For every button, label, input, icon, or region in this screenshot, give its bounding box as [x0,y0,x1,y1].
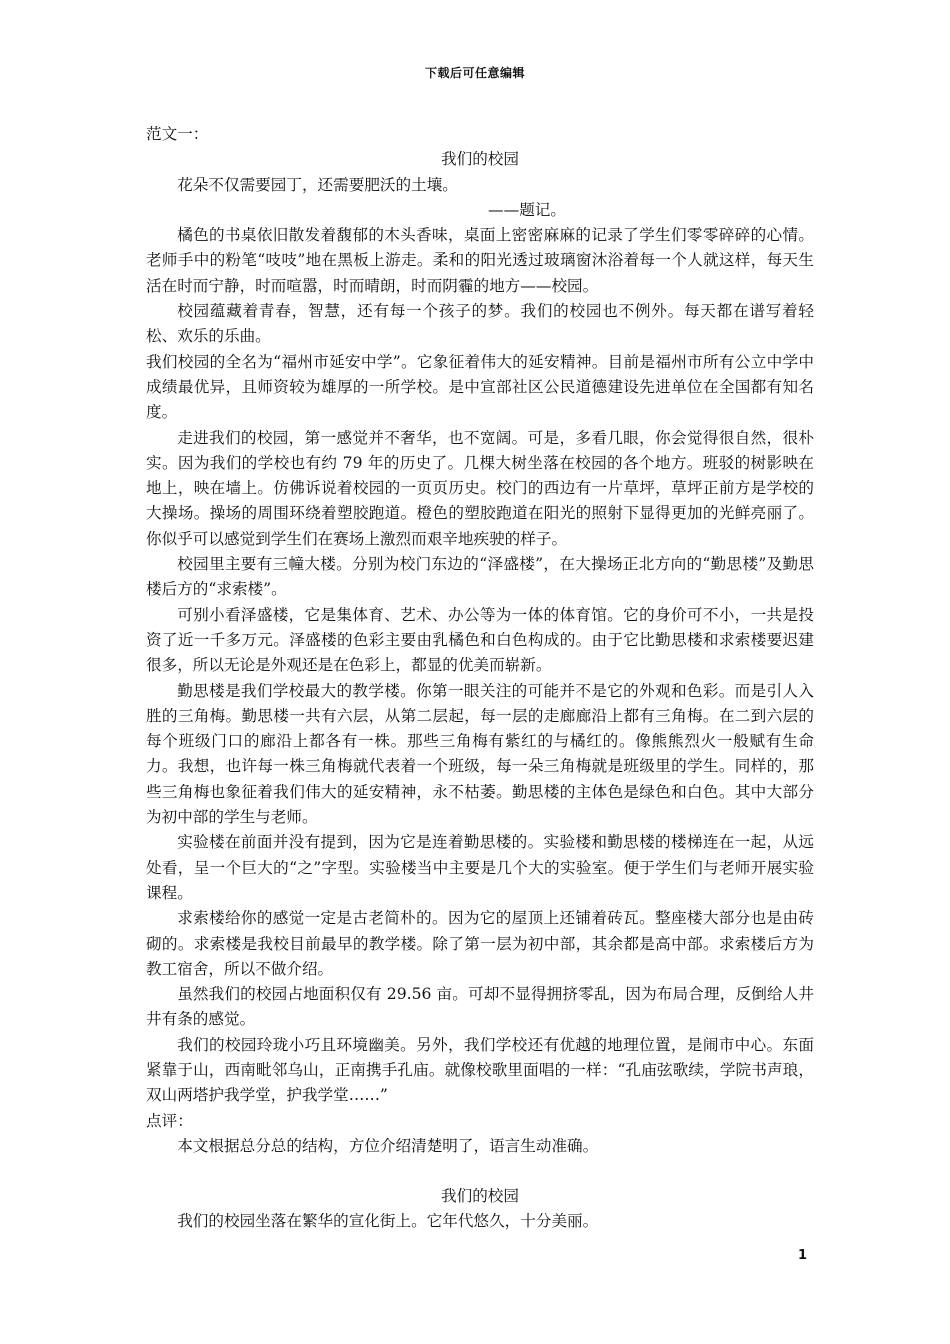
paragraph: 校园蕴藏着青春，智慧，还有每一个孩子的梦。我们的校园也不例外。每天都在谱写着轻松、欢乐的乐曲。 [146,302,814,346]
comment-text: 本文根据总分总的结构，方位介绍清楚明了，语言生动准确。 [177,1136,599,1155]
essay-title: 我们的校园 [441,150,519,169]
epigraph-source: ——题记。 [488,200,566,219]
spacer [146,1159,814,1184]
epigraph: 花朵不仅需要园丁，还需要肥沃的土壤。 [177,175,458,194]
paragraph: 走进我们的校园，第一感觉并不奢华，也不宽阔。可是，多看几眼，你会觉得很自然，很朴实。因为我们的学校也有约 79 年的历史了。几棵大树坐落在校园的各个地方。班驳的树影映在地上，映在墙上。仿佛诉说着校园的一页页历史。校门的西边有一片草坪，草坪正前方是学校的大操场。操场的周围环绕着塑胶跑道。橙色的塑胶跑道在阳光的照射下显得更加的光鲜亮丽了。你似乎可以感觉到学生们在赛场上激烈而艰辛地疾驶的样子。 [146,428,814,548]
page-number: 1 [798,1248,808,1263]
paragraph: 橘色的书桌依旧散发着馥郁的木头香味，桌面上密密麻麻的记录了学生们零零碎碎的心情。老师手中的粉笔“吱吱”地在黑板上游走。柔和的阳光透过玻璃窗沐浴着每一个人就这样，每天生活在时而宁静，时而喧嚣，时而晴朗，时而阴霾的地方——校园。 [146,226,814,295]
essay-title: 我们的校园 [441,1187,519,1206]
paragraph: 我们校园的全名为“福州市延安中学”。它象征着伟大的延安精神。目前是福州市所有公立中学中成绩最优异，且师资较为雄厚的一所学校。是中宣部社区公民道德建设先进单位在全国都有知名度。 [146,352,814,422]
section-label: 范文一： [146,125,209,143]
paragraph: 可别小看泽盛楼，它是集体育、艺术、办公等为一体的体育馆。它的身价可不小，一共是投资了近一千多万元。泽盛楼的色彩主要由乳橘色和白色构成的。由于它比勤思楼和求索楼要迟建很多，所以无论是外观还是在色彩上，都显的优美而崭新。 [146,605,814,675]
comment-label: 点评： [146,1111,193,1130]
page-header: 下载后可任意编辑 [424,66,525,80]
paragraph: 我们的校园玲珑小巧且环境幽美。另外，我们学校还有优越的地理位置，是闹市中心。东面紧靠于山，西南毗邻乌山，正南携手孔庙。就像校歌里面唱的一样：“孔庙弦歌续，学院书声琅，双山两塔护我学堂，护我学堂……” [146,1035,814,1105]
document-body [146,122,814,1235]
paragraph: 我们的校园坐落在繁华的宣化街上。它年代悠久，十分美丽。 [177,1212,599,1231]
paragraph: 校园里主要有三幢大楼。分别为校门东边的“泽盛楼”，在大操场正北方向的“勤思楼”及勤思楼后方的“求索楼”。 [146,555,814,599]
paragraph: 实验楼在前面并没有提到，因为它是连着勤思楼的。实验楼和勤思楼的楼梯连在一起，从远处看，呈一个巨大的“之”字型。实验楼当中主要是几个大的实验室。便于学生们与老师开展实验课程。 [146,833,814,902]
paragraph: 求索楼给你的感觉一定是古老简朴的。因为它的屋顶上还铺着砖瓦。整座楼大部分也是由砖砌的。求索楼是我校目前最早的教学楼。除了第一层为初中部，其余都是高中部。求索楼后方为教工宿舍，所以不做介绍。 [146,909,814,978]
paragraph: 虽然我们的校园占地面积仅有 29.56 亩。可却不显得拥挤零乱，因为布局合理，反倒给人井井有条的感觉。 [146,985,814,1029]
paragraph: 勤思楼是我们学校最大的教学楼。你第一眼关注的可能并不是它的外观和色彩。而是引人入胜的三角梅。勤思楼一共有六层，从第二层起，每一层的走廊廊沿上都有三角梅。在二到六层的每个班级门口的廊沿上都各有一株。那些三角梅有紫红的与橘红的。像熊熊烈火一般赋有生命力。我想，也许每一株三角梅就代表着一个班级，每一朵三角梅就是班级里的学生。同样的，那些三角梅也象征着我们伟大的延安精神，永不枯萎。勤思楼的主体色是绿色和白色。其中大部分为初中部的学生与老师。 [146,681,814,827]
